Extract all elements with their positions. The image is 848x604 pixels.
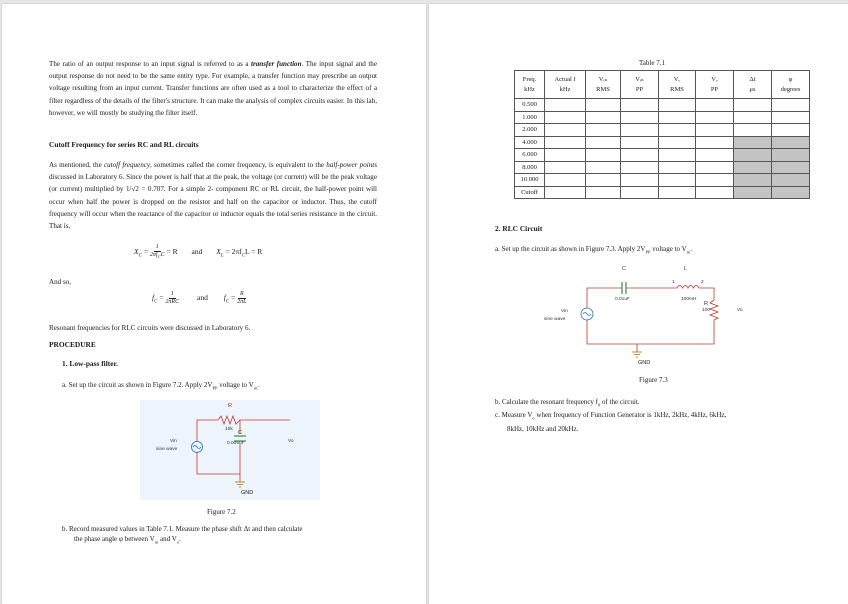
data-cell[interactable] (696, 174, 734, 187)
table-row (515, 186, 810, 199)
data-cell[interactable] (772, 124, 810, 137)
table-row (515, 174, 810, 187)
row-freq-cell: Cutoff (515, 186, 545, 199)
data-cell[interactable] (586, 124, 621, 137)
eq-xc-den-sub: C (157, 254, 161, 260)
data-cell[interactable] (545, 174, 586, 187)
row-freq-cell: 0.500 (515, 99, 545, 112)
data-cell[interactable] (659, 186, 696, 199)
table-7-1 (514, 70, 810, 199)
eq-xl-symbol: X (216, 246, 221, 256)
eq-rc-fraction (165, 291, 179, 306)
data-cell[interactable] (545, 136, 586, 149)
data-cell[interactable] (621, 99, 659, 112)
eq-rl-fraction (237, 291, 246, 306)
data-cell[interactable] (586, 174, 621, 187)
data-cell[interactable] (545, 149, 586, 162)
table-row (515, 124, 810, 137)
figure-7-2-circuit (140, 400, 320, 500)
eq-rl-num: R (239, 291, 244, 297)
fig72-c-label: C (238, 430, 242, 436)
step-a-sub: PP (212, 385, 218, 391)
resistor-r-symbol (710, 300, 718, 320)
header-delta-t: Δt μs (734, 71, 772, 99)
data-cell[interactable] (696, 186, 734, 199)
fig73-r-value: 100 (702, 308, 711, 313)
fig73-sine-label: sine wave (544, 317, 566, 322)
fig73-r-label: R (704, 301, 708, 307)
data-cell[interactable] (621, 149, 659, 162)
row-freq-cell: 10.000 (515, 174, 545, 187)
rlc-steps-bc (495, 397, 835, 434)
lowpass-step-a (62, 380, 259, 393)
data-cell[interactable] (545, 161, 586, 174)
data-cell[interactable] (734, 111, 772, 124)
shaded-cell (734, 149, 772, 162)
eq-xc-rhs: = R (166, 246, 178, 256)
rlc-step-a-tail: voltage to V (650, 245, 687, 253)
data-cell[interactable] (659, 161, 696, 174)
cutoff-text-2: , sometimes called the corner frequency, is equivalent to the (150, 161, 327, 169)
rlc-step-b-sub: 0 (598, 402, 601, 408)
rlc-heading: 2. RLC Circuit (495, 224, 543, 233)
cutoff-text-3: discussed in Laboratory 6. Since the power is half that at the peak, the voltage (or current) will be the peak voltage (or current) multiplied by 1/√2 = 0.707. For a simple 2- component RC or RL circuit, the half-power point will occur when half the power is dropped on the resistor and half on the capacitor or inductor. Thus, the cutoff frequency will occur when the reactance of the capacitor or inductor equals the total series resistance in the circuit. That is, (49, 173, 377, 231)
fig72-r-value: 10k (225, 427, 233, 432)
eq-xl-sub: L (220, 253, 224, 259)
data-cell[interactable] (545, 124, 586, 137)
data-cell[interactable] (734, 99, 772, 112)
data-cell[interactable] (621, 111, 659, 124)
fig72-sine-label: sine wave (156, 447, 178, 452)
data-cell[interactable] (621, 161, 659, 174)
fig73-c-label: C (622, 266, 626, 272)
data-cell[interactable] (621, 136, 659, 149)
fig72-gnd-label: GND (241, 490, 254, 496)
table-row (515, 99, 810, 112)
step-b2-end: . (179, 535, 181, 543)
eq1-and: and (191, 246, 203, 256)
shaded-cell (734, 174, 772, 187)
lowpass-step-b (62, 524, 302, 547)
row-freq-cell: 6.000 (515, 149, 545, 162)
rlc-step-c1-tail: when frequency of Function Generator is 1kHz, 2kHz, 4kHz, 6kHz, (534, 411, 727, 420)
rlc-step-a-sub: PP (645, 249, 651, 255)
shaded-cell (734, 186, 772, 199)
document-page-right (429, 4, 848, 604)
equation-reactance: $X_C$ = $\frac{1}{2\pi f_CC}$ = R and $X_L = 2\pi f_CL = R$ (134, 244, 263, 260)
data-cell[interactable] (659, 149, 696, 162)
resonant-note: Resonant frequencies for RLC circuits were discussed in Laboratory 6. (49, 324, 251, 332)
rlc-step-c1-sub: o (532, 415, 535, 421)
data-cell[interactable] (659, 174, 696, 187)
header-vo-pp: Vₒ PP (696, 71, 734, 99)
fig72-vo-label: Vo (288, 439, 294, 444)
header-vin-pp: Vᵢₙ PP (621, 71, 659, 99)
data-cell[interactable] (621, 124, 659, 137)
header-phase: φ degrees (772, 71, 810, 99)
eq-xc-den-tail: C (160, 252, 165, 258)
document-page-left (2, 4, 426, 604)
fig73-gnd-label: GND (638, 360, 651, 366)
step-a-tail-sub: in (253, 385, 258, 391)
cutoff-text-1: As mentioned, the (49, 161, 104, 169)
figure-7-3-caption: Figure 7.3 (639, 376, 668, 384)
data-cell[interactable] (734, 124, 772, 137)
shaded-cell (772, 186, 810, 199)
fig73-vo-label: Vo (737, 308, 743, 313)
row-freq-cell: 8.000 (515, 161, 545, 174)
cutoff-frequency-term: cutoff frequency (103, 161, 151, 169)
data-cell[interactable] (659, 136, 696, 149)
data-cell[interactable] (696, 136, 734, 149)
shaded-cell (734, 161, 772, 174)
cutoff-paragraph (49, 159, 377, 232)
data-cell[interactable] (696, 111, 734, 124)
procedure-heading: PROCEDURE (49, 340, 96, 349)
data-cell[interactable] (659, 111, 696, 124)
data-cell[interactable] (621, 186, 659, 199)
eq-fc-symbol-1: f (152, 293, 155, 303)
ground-symbol (632, 352, 642, 357)
fig73-l-value: 100mH (681, 297, 697, 302)
header-freq: Freq. kHz (515, 71, 545, 99)
inductor-l-symbol (677, 286, 699, 289)
fig72-r-label: R (228, 403, 232, 409)
sine-wave-icon (583, 313, 591, 316)
eq-xc-symbol: X (134, 246, 139, 256)
intro-text-rest: . The input signal and the output response do not need to be the same entity type. For example, a transfer function may prescribe an output voltage resulting from an input current. Transfer functions are often used as a tool to characterize the effect of a filter regardless of the details of the filter's structure. It can make the analysis of complex circuits easier. In this lab, however, we will mostly be studying the filter itself. (49, 60, 377, 117)
fig73-vin-label: Vin (561, 309, 568, 314)
data-cell[interactable] (696, 149, 734, 162)
eq2-and: and (196, 293, 208, 303)
rlc-step-b-text: b. Calculate the resonant frequency f (495, 398, 599, 406)
step-b2-sub1: in (154, 539, 159, 545)
and-so-text: And so, (49, 278, 72, 286)
table-row (515, 111, 810, 124)
row-freq-cell: 1.000 (515, 111, 545, 124)
shaded-cell (772, 174, 810, 187)
data-cell[interactable] (659, 99, 696, 112)
data-cell[interactable] (545, 99, 586, 112)
data-cell[interactable] (621, 174, 659, 187)
step-b-line-1: b. Record measured values in Table 7.1. Measure the phase shift Δt and then calculate (62, 525, 303, 533)
fig72-vin-label: Vin (170, 439, 177, 444)
eq-xc-num: 1 (155, 244, 159, 250)
rlc-step-c-line-2: 8kHz, 10kHz and 20kHz. (507, 424, 579, 433)
intro-text-start: The ratio of an output response to an input signal is referred to as a (49, 60, 251, 68)
capacitor-c-symbol (622, 282, 626, 294)
table-7-1-title: Table 7.1 (639, 59, 665, 67)
figure-7-3-circuit (539, 260, 769, 370)
rlc-step-c1-text: c. Measure V (495, 411, 533, 420)
eq-rc-den: 2πRC (165, 299, 180, 305)
data-cell[interactable] (696, 99, 734, 112)
fig72-c-value: 0.005uF (227, 441, 245, 446)
lowpass-heading: 1. Low-pass filter. (62, 359, 118, 368)
rlc-step-a-tail-sub: in (686, 249, 691, 255)
step-b2-mid: and V (158, 535, 177, 543)
step-a-text: a. Set up the circuit as shown in Figure 7.2. Apply 2V (62, 381, 213, 389)
shaded-cell (734, 136, 772, 149)
step-b2-text: the phase angle φ between V (74, 535, 155, 543)
data-cell[interactable] (696, 124, 734, 137)
rlc-step-b (495, 397, 835, 410)
fig73-c-value: 0.01uF (615, 297, 630, 302)
equation-cutoff: $f_C$ = $\frac{1}{\text{2πRC}}$ and $f_C$ = $\frac{R}{2\pi L}$ (152, 291, 247, 305)
intro-paragraph (49, 58, 377, 119)
data-cell[interactable] (772, 99, 810, 112)
eq-fc-symbol-2: f (223, 293, 226, 303)
half-power-term: half-power points (326, 161, 377, 169)
table-row (515, 149, 810, 162)
figure-7-2-caption: Figure 7.2 (207, 508, 236, 516)
eq-fc-sub-2: C (225, 299, 230, 305)
eq-xc-den: 2πf (149, 252, 158, 258)
data-cell[interactable] (586, 186, 621, 199)
fig73-node-1: 1 (672, 280, 675, 285)
table-row (515, 136, 810, 149)
shaded-cell (772, 136, 810, 149)
data-cell[interactable] (659, 124, 696, 137)
eq-xl-rhs-sub: C (241, 253, 245, 259)
data-cell[interactable] (586, 161, 621, 174)
data-cell[interactable] (586, 99, 621, 112)
data-cell[interactable] (586, 111, 621, 124)
header-vin-rms: Vᵢₙ RMS (586, 71, 621, 99)
eq-xc-fraction (150, 244, 165, 260)
fig73-l-label: L (684, 266, 688, 272)
data-cell[interactable] (545, 111, 586, 124)
eq-rc-num: 1 (170, 291, 174, 297)
step-b-line-2 (62, 534, 302, 547)
rlc-step-b-tail: of the circuit. (600, 398, 640, 406)
data-cell[interactable] (586, 136, 621, 149)
step-a-tail: voltage to V (217, 381, 254, 389)
table-header-row (515, 71, 810, 99)
rlc-step-c-line-1 (495, 410, 835, 423)
data-cell[interactable] (586, 149, 621, 162)
rlc-step-a (495, 244, 692, 257)
shaded-cell (772, 161, 810, 174)
cutoff-heading: Cutoff Frequency for series RC and RL circuits (49, 140, 199, 149)
data-cell[interactable] (772, 111, 810, 124)
table-row (515, 161, 810, 174)
eq-fc-sub-1: C (154, 299, 158, 305)
fig73-node-2: 2 (701, 280, 704, 285)
row-freq-cell: 2.000 (515, 124, 545, 137)
eq-rl-den: 2πL (237, 299, 247, 305)
data-cell[interactable] (696, 161, 734, 174)
eq-xc-sub: C (138, 253, 142, 259)
eq-xl-tail: L = R (244, 246, 263, 256)
shaded-cell (772, 149, 810, 162)
transfer-function-term: transfer function (251, 60, 302, 68)
eq-xl-rhs: = 2πf (225, 246, 242, 256)
row-freq-cell: 4.000 (515, 136, 545, 149)
header-vo-rms: Vₒ RMS (659, 71, 696, 99)
header-actual-f: Actual f kHz (545, 71, 586, 99)
rlc-step-a-end: . (690, 245, 692, 253)
step-a-end: . (257, 381, 259, 389)
step-b2-sub2: o (176, 539, 180, 545)
rlc-step-a-text: a. Set up the circuit as shown in Figure 7.3. Apply 2V (495, 245, 646, 253)
data-cell[interactable] (545, 186, 586, 199)
